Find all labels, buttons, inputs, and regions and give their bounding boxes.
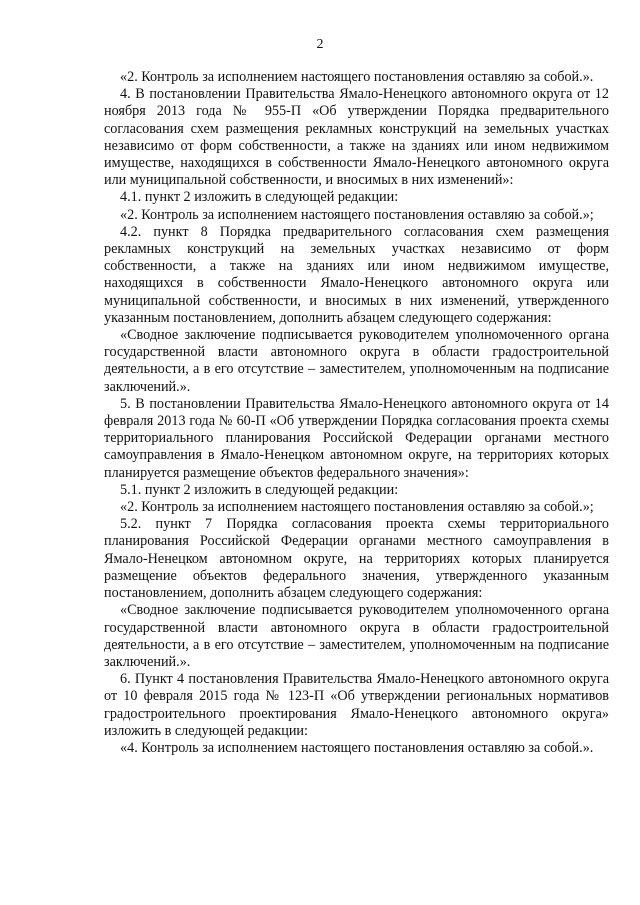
paragraph: «4. Контроль за исполнением настоящего постановления оставляю за собой.». — [120, 739, 594, 756]
page-number: 2 — [316, 37, 324, 52]
paragraph: «Сводное заключение подписывается руководителем уполномоченного органа государственной власти автономного округа в области градостроительной деятельности, а в его отсутствие – заместителем, уполномоченным на подписание заключений.». — [104, 327, 609, 395]
paragraph: «Сводное заключение подписывается руководителем уполномоченного органа государственной власти автономного округа в области градостроительной деятельности, а в его отсутствие – заместителем, уполномоченным на подписание заключений.». — [104, 602, 609, 670]
paragraph: 5.2. пункт 7 Порядка согласования проекта схемы территориального планирования Российской Федерации органами местного самоуправления в Ямало-Ненецком автономном округе, на территориях которых планируется размещение объектов федерального значения, утвержденного указанным постановлением, дополнить абзацем следующего содержания: — [104, 516, 609, 602]
paragraph: «2. Контроль за исполнением настоящего постановления оставляю за собой.»; — [120, 206, 594, 223]
paragraph: 4.1. пункт 2 изложить в следующей редакции: — [120, 189, 399, 206]
paragraph: 4.2. пункт 8 Порядка предварительного согласования схем размещения рекламных конструкций на земельных участках независимо от форм собственности, а также на зданиях или ином недвижимом имуществе, находящихся в собственности Ямало-Ненецкого автономного округа или муниципальной собственности, и вносимых в них изменений, утвержденного указанным постановлением, дополнить абзацем следующего содержания: — [104, 223, 609, 326]
paragraph: 5. В постановлении Правительства Ямало-Ненецкого автономного округа от 14 февраля 2013 года № 60-П «Об утверждении Порядка согласования проекта схемы территориального планирования Российской Федерации органами местного самоуправления в Ямало-Ненецком автономном округе, на территориях которых планируется размещение объектов федерального значения»: — [104, 395, 609, 481]
paragraph: 4. В постановлении Правительства Ямало-Ненецкого автономного округа от 12 ноября 2013 года № 955-П «Об утверждении Порядка предварительного согласования схем размещения рекламных конструкций на земельных участках независимо от форм собственности, а также на зданиях или ином недвижимом имуществе, находящихся в собственности Ямало-Ненецкого автономного округа или муниципальной собственности, и вносимых в них изменений»: — [104, 86, 609, 189]
paragraph: 5.1. пункт 2 изложить в следующей редакции: — [120, 481, 399, 498]
document-body — [104, 69, 609, 757]
paragraph: «2. Контроль за исполнением настоящего постановления оставляю за собой.»; — [120, 499, 594, 516]
paragraph: 6. Пункт 4 постановления Правительства Ямало-Ненецкого автономного округа от 10 февраля 2015 года № 123-П «Об утверждении региональных нормативов градостроительного проектирования Ямало-Ненецкого автономного округа» изложить в следующей редакции: — [104, 671, 609, 739]
paragraph: «2. Контроль за исполнением настоящего постановления оставляю за собой.». — [120, 69, 594, 85]
